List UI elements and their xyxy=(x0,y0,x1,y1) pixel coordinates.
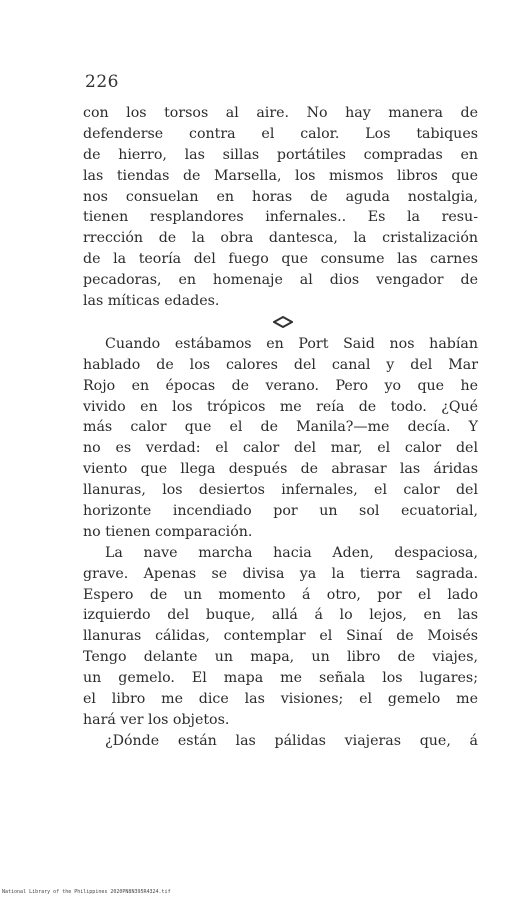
text-line: viento que llega después de abrasar las áridas xyxy=(83,461,478,478)
text-line: de hierro, las sillas portátiles compradas en xyxy=(83,146,478,163)
text-line: un gemelo. El mapa me señala los lugares; xyxy=(83,670,478,687)
body-text xyxy=(83,103,478,752)
text-line: vivido en los trópicos me reía de todo. ¿Qué xyxy=(83,398,478,415)
text-line: tienen resplandores infernales.. Es la resu- xyxy=(83,209,478,226)
text-line: rrección de la obra dantesca, la cristalización xyxy=(83,230,478,247)
text-line: de la teoría del fuego que consume las carnes xyxy=(83,251,478,268)
text-line: nos consuelan en horas de aguda nostalgia, xyxy=(83,188,478,205)
text-line: Cuando estábamos en Port Said nos habían xyxy=(105,335,478,352)
text-line: izquierdo del buque, allá á lo lejos, en las xyxy=(83,607,478,624)
text-line: defenderse contra el calor. Los tabiques xyxy=(83,125,478,142)
text-line: Rojo en épocas de verano. Pero yo que he xyxy=(83,377,478,394)
paragraph-1 xyxy=(83,103,478,312)
text-line: hablado de los calores del canal y del Mar xyxy=(83,356,478,373)
text-line: grave. Apenas se divisa ya la tierra sagrada. xyxy=(83,565,478,582)
scan-footer: National Library of the Philippines 2020PN8N395R4324.tif xyxy=(2,889,171,895)
text-line: las tiendas de Marsella, los mismos libros que xyxy=(83,167,478,184)
text-line: ¿Dónde están las pálidas viajeras que, á xyxy=(105,732,478,749)
text-line: Espero de un momento á otro, por el lado xyxy=(83,586,478,603)
text-line: La nave marcha hacia Aden, despaciosa, xyxy=(105,544,478,561)
text-line: Tengo delante un mapa, un libro de viajes, xyxy=(83,649,478,666)
text-line: pecadoras, en homenaje al dios vengador de xyxy=(83,272,478,289)
text-line: llanuras cálidas, contemplar el Sinaí de Moisés xyxy=(83,628,478,645)
paragraph-2 xyxy=(83,334,478,543)
text-line: más calor que el de Manila?—me decía. Y xyxy=(83,419,478,436)
text-line: las míticas edades. xyxy=(83,293,220,310)
paragraph-3 xyxy=(83,543,478,731)
paragraph-4 xyxy=(83,731,478,752)
fleuron-ornament-icon xyxy=(83,312,478,334)
text-line: el libro me dice las visiones; el gemelo me xyxy=(83,691,478,708)
text-line: hará ver los objetos. xyxy=(83,711,230,728)
text-line: no es verdad: el calor del mar, el calor del xyxy=(83,440,478,457)
page-number: 226 xyxy=(85,72,119,92)
text-line: llanuras, los desiertos infernales, el calor del xyxy=(83,482,478,499)
text-line: con los torsos al aire. No hay manera de xyxy=(83,105,478,121)
text-line: no tienen comparación. xyxy=(83,523,253,540)
text-line: horizonte incendiado por un sol ecuatorial, xyxy=(83,503,478,520)
